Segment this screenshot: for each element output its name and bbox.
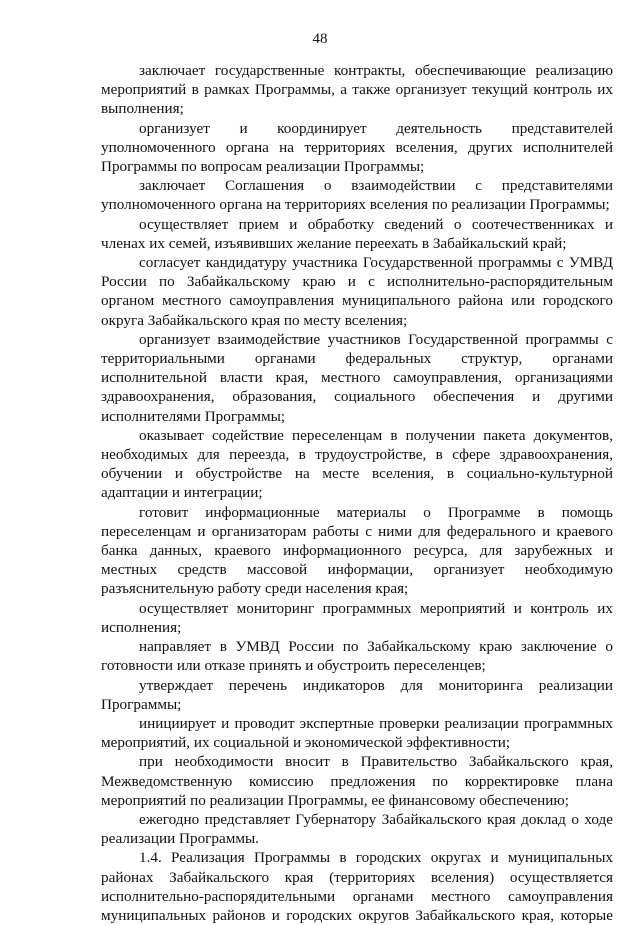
- paragraph: ежегодно представляет Губернатору Забайкальского края доклад о ходе реализации Программы.: [101, 810, 613, 848]
- paragraph: при необходимости вносит в Правительство Забайкальского края, Межведомственную комиссию предложения по корректировке плана мероприятий по реализации Программы, ее финансовому обеспечению;: [101, 753, 613, 809]
- paragraph: оказывает содействие переселенцам в получении пакета документов, необходимых для переезда, в трудоустройстве, в сфере здравоохранения, обучении и обустройстве на месте вселения, в социально-культурной адаптации и интеграции;: [101, 426, 613, 502]
- paragraph: заключает государственные контракты, обеспечивающие реализацию мероприятий в рамках Программы, а также организует текущий контроль их выполнения;: [101, 62, 613, 118]
- paragraph: организует и координирует деятельность представителей уполномоченного органа на территориях вселения, других исполнителей Программы по вопросам реализации Программы;: [101, 119, 613, 176]
- paragraph: организует взаимодействие участников Государственной программы с территориальными органами федеральных структур, органами исполнительной власти края, местного самоуправления, организациями здравоохранения, образования, социального обеспечения и другими исполнителями Программы;: [101, 330, 613, 425]
- paragraph: осуществляет мониторинг программных мероприятий и контроль их исполнения;: [101, 599, 613, 636]
- paragraph: готовит информационные материалы о Программе в помощь переселенцам и организаторам работы с ними для федерального и краевого банка данных, краевого информационного ресурса, для зарубежных и местных средств массовой информации, организует необходимую разъяснительную работу среди населения края;: [101, 503, 613, 598]
- paragraph: осуществляет прием и обработку сведений о соотечественниках и членах их семей, изъявивших желание переехать в Забайкальский край;: [101, 215, 613, 252]
- paragraph: заключает Соглашения о взаимодействии с представителями уполномоченного органа на территориях вселения по реализации Программы;: [101, 177, 613, 214]
- paragraph: 1.4. Реализация Программы в городских округах и муниципальных районах Забайкальского края (территориях вселения) осуществляется исполнительно-распорядительными органами местного самоуправления муниципальных районов и городских округов Забайкальского края, которые: [101, 849, 613, 924]
- body-text: [101, 61, 613, 925]
- paragraph: согласует кандидатуру участника Государственной программы с УМВД России по Забайкальскому краю и с исполнительно-распорядительным органом местного самоуправления муниципального района или городского округа Забайкальского края по месту вселения;: [101, 254, 613, 329]
- paragraph: утверждает перечень индикаторов для мониторинга реализации Программы;: [101, 676, 613, 713]
- paragraph: направляет в УМВД России по Забайкальскому краю заключение о готовности или отказе принять и обустроить переселенцев;: [101, 638, 613, 675]
- paragraph: инициирует и проводит экспертные проверки реализации программных мероприятий, их социальной и экономической эффективности;: [101, 714, 613, 752]
- page-number: 48: [312, 31, 328, 47]
